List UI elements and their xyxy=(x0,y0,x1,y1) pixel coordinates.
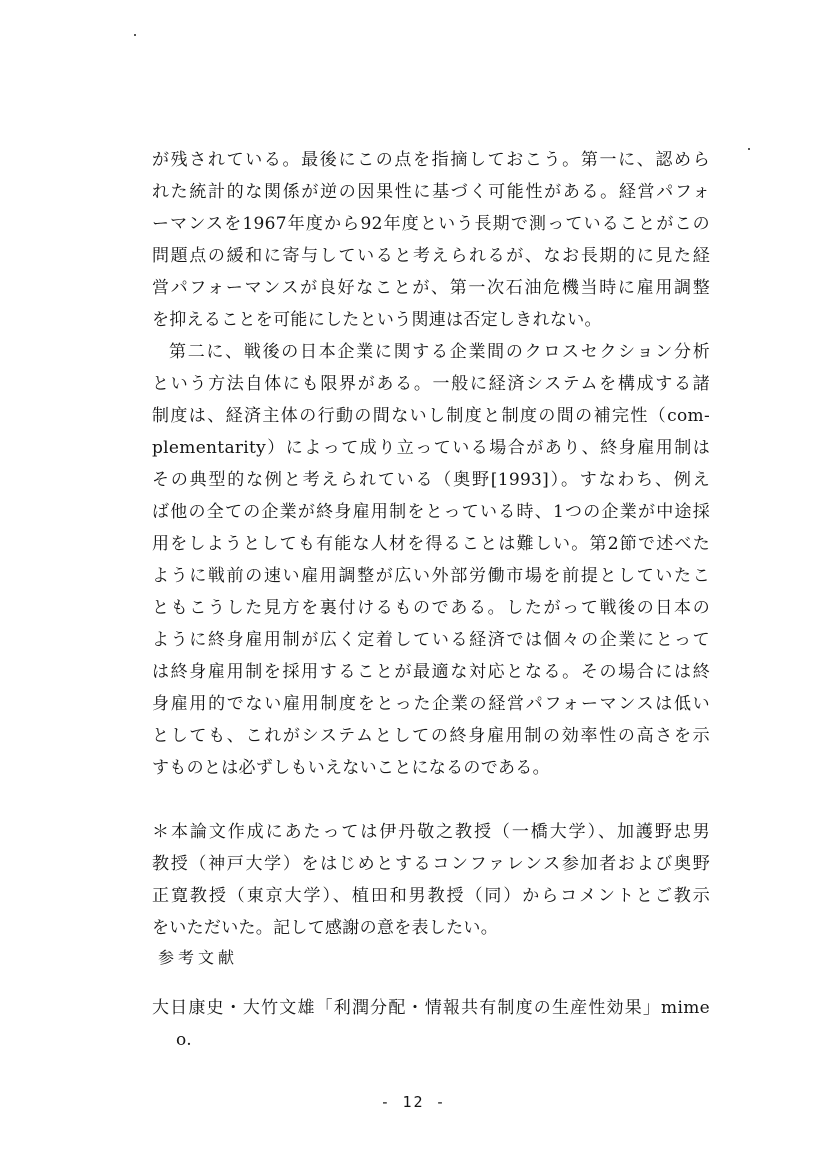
body-line: plementarity）によって成り立っている場合があり、終身雇用制は xyxy=(152,438,710,458)
references-heading: 参考文献 xyxy=(158,948,239,967)
body-line: その典型的な例と考えられている（奥野[1993]）。すなわち、例え xyxy=(152,470,710,490)
body-line: ように終身雇用制が広く定着している経済では個々の企業にとって xyxy=(152,630,710,650)
footnote-line: ＊本論文作成にあたっては伊丹敬之教授（一橋大学）、加護野忠男 xyxy=(152,822,710,842)
body-line: が残されている。最後にこの点を指摘しておこう。第一に、認めら xyxy=(152,150,710,170)
body-line: は終身雇用制を採用することが最適な対応となる。その場合には終 xyxy=(152,662,710,682)
body-line: ように戦前の速い雇用調整が広い外部労働市場を前提としていたこ xyxy=(152,566,710,586)
body-line: 営パフォーマンスが良好なことが、第一次石油危機当時に雇用調整 xyxy=(152,278,710,298)
footnote-line: 教授（神戸大学）をはじめとするコンファレンス参加者および奥野 xyxy=(152,854,710,874)
footnote-line: をいただいた。記して感謝の意を表したい。 xyxy=(152,918,498,938)
body-line: 第二に、戦後の日本企業に関する企業間のクロスセクション分析 xyxy=(169,342,710,362)
footnote-line: 正寛教授（東京大学）、植田和男教授（同）からコメントとご教示 xyxy=(152,886,710,906)
body-line: すものとは必ずしもいえないことになるのである。 xyxy=(152,758,550,778)
body-line: ーマンスを1967年度から92年度という長期で測っていることがこの xyxy=(152,214,710,234)
reference-line: 大日康史・大竹文雄「利潤分配・情報共有制度の生産性効果」mime xyxy=(152,998,710,1018)
body-line: れた統計的な関係が逆の因果性に基づく可能性がある。経営パフォ xyxy=(152,182,710,202)
scan-speck xyxy=(748,148,750,150)
body-line: ともこうした見方を裏付けるものである。したがって戦後の日本の xyxy=(152,598,710,618)
body-line: 問題点の緩和に寄与していると考えられるが、なお長期的に見た経 xyxy=(152,246,710,266)
page-number: - 12 - xyxy=(380,1093,447,1111)
reference-line: o. xyxy=(176,1030,192,1050)
body-line: という方法自体にも限界がある。一般に経済システムを構成する諸 xyxy=(152,374,710,394)
body-line: を抑えることを可能にしたという関連は否定しきれない。 xyxy=(152,310,602,330)
body-line: としても、これがシステムとしての終身雇用制の効率性の高さを示 xyxy=(152,726,710,746)
body-line: 用をしようとしても有能な人材を得ることは難しい。第2節で述べた xyxy=(152,534,710,554)
body-line: 身雇用的でない雇用制度をとった企業の経営パフォーマンスは低い xyxy=(152,694,710,714)
body-line: 制度は、経済主体の行動の間ないし制度と制度の間の補完性（com- xyxy=(152,406,710,426)
scan-speck xyxy=(134,34,136,36)
body-line: ば他の全ての企業が終身雇用制をとっている時、1つの企業が中途採 xyxy=(152,502,710,522)
